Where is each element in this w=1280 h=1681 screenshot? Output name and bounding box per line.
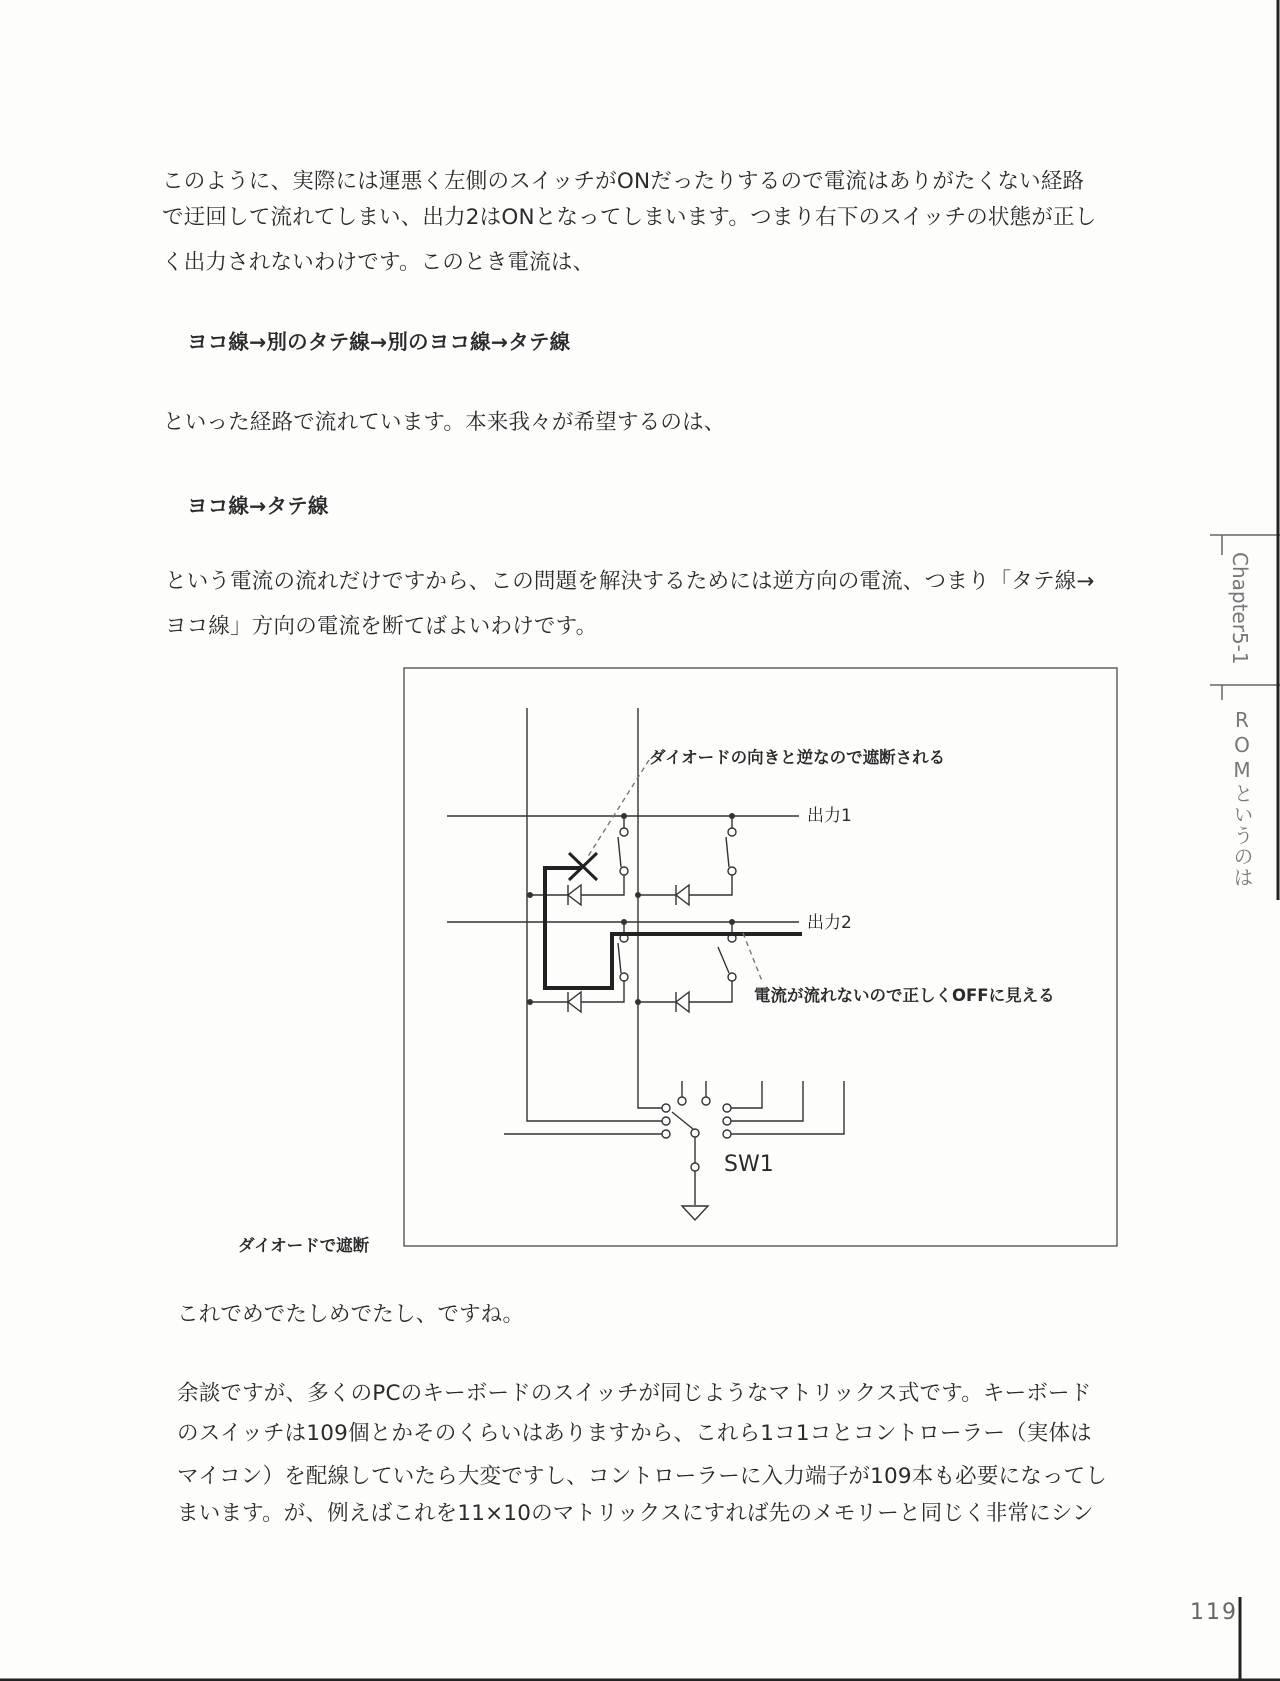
body-text-line: このように、実際には運悪く左側のスイッチがONだったりするので電流はありがたくない経路 bbox=[162, 169, 1085, 194]
path-desired: ヨコ線→タテ線 bbox=[187, 494, 329, 518]
chapter-tab: Chapter5-1 bbox=[1228, 552, 1252, 665]
path-wrong: ヨコ線→別のタテ線→別のヨコ線→タテ線 bbox=[187, 330, 571, 354]
body-text-line: 余談ですが、多くのPCのキーボードのスイッチが同じようなマトリックス式です。キーボード bbox=[177, 1381, 1092, 1406]
body-text-line: といった経路で流れています。本来我々が希望するのは、 bbox=[163, 410, 726, 435]
label-output1: 出力1 bbox=[807, 806, 852, 826]
body-text-line: く出力されないわけです。このとき電流は、 bbox=[162, 250, 595, 275]
body-text-line: マイコン）を配線していたら大変ですし、コントローラーに入力端子が109本も必要になってし bbox=[177, 1464, 1108, 1489]
body-text-line: これでめでたしめでたし、ですね。 bbox=[177, 1302, 525, 1327]
label-sw1: SW1 bbox=[724, 1152, 774, 1177]
body-text-line: まいます。が、例えばこれを11×10のマトリックスにすれば先のメモリーと同じく非常にシン bbox=[177, 1501, 1094, 1526]
label-output2: 出力2 bbox=[807, 913, 852, 933]
body-text-line: ヨコ線」方向の電流を断てばよいわけです。 bbox=[165, 614, 598, 639]
body-text-line: のスイッチは109個とかそのくらいはありますから、これら1コ1コとコントローラー（実体は bbox=[177, 1421, 1092, 1446]
body-text-line: という電流の流れだけですから、この問題を解決するためには逆方向の電流、つまり「タテ線→ bbox=[165, 569, 1095, 594]
section-tab: ROMというのは bbox=[1230, 708, 1254, 888]
page-number: 119 bbox=[1190, 1600, 1238, 1625]
figure-caption: ダイオードで遮断 bbox=[238, 1236, 370, 1255]
body-text-line: で迂回して流れてしまい、出力2はONとなってしまいます。つまり右下のスイッチの状態が正し bbox=[162, 205, 1097, 230]
annotation-off: 電流が流れないので正しくOFFに見える bbox=[754, 986, 1055, 1005]
annotation-blocked: ダイオードの向きと逆なので遮断される bbox=[649, 748, 946, 767]
